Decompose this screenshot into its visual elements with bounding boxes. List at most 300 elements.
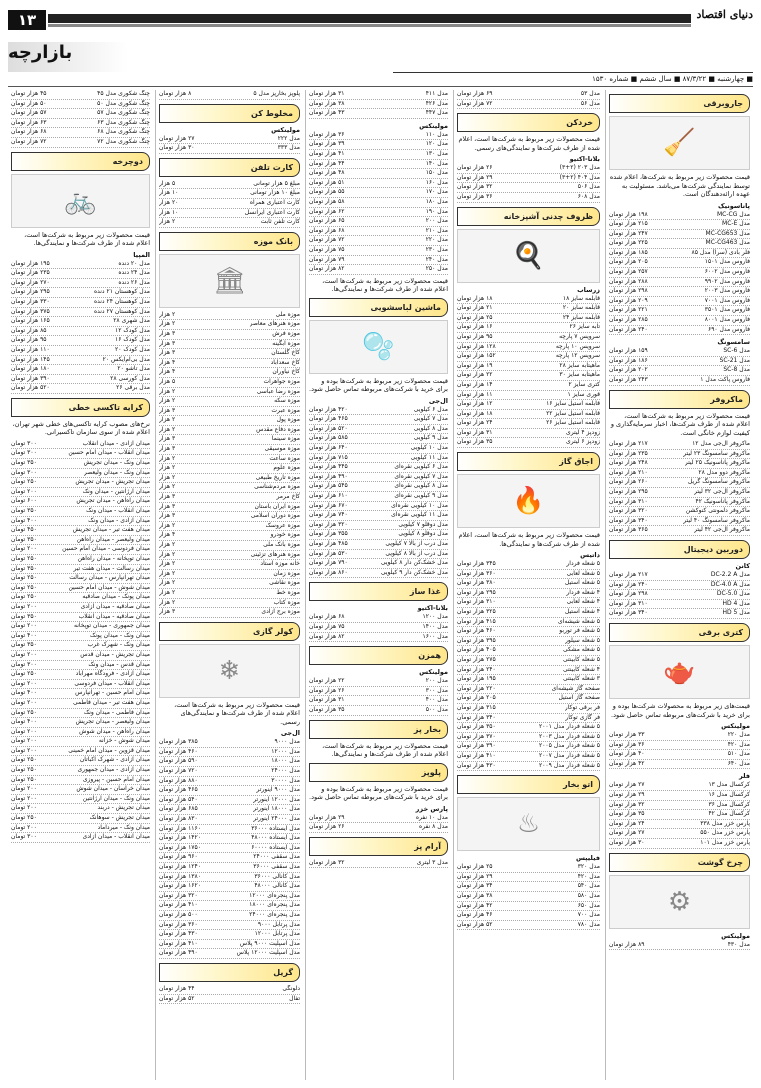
item-name: موزه ملی xyxy=(275,310,300,318)
item-name: مدل ۶ کیلویی xyxy=(413,405,448,413)
item-price: ۳۵۰ تومان xyxy=(11,641,37,649)
item-name: مدل DC-4.0 A xyxy=(710,580,750,588)
column-4 xyxy=(155,90,303,1080)
item-name: موزه تاریخ طبیعی xyxy=(255,473,300,481)
item-name: ۳ شعله کابینتی xyxy=(563,675,600,683)
product-photo xyxy=(609,875,750,929)
item-price: ۲۳۵ هزار تومان xyxy=(609,449,648,457)
item-name: کارت تلفن ثابت xyxy=(260,218,300,226)
price-row xyxy=(457,323,600,333)
item-name: فر گازی توکار xyxy=(565,713,600,721)
item-price: ۵ هزار xyxy=(159,377,176,385)
price-row xyxy=(11,670,150,680)
item-name: میدان ونک - میدان ولیعصر xyxy=(83,468,150,476)
item-name: مدل ۲۲۰ xyxy=(727,731,750,738)
item-price: ۷۵ هزار تومان xyxy=(309,622,345,630)
category-banner: کارت تلفن xyxy=(159,158,300,177)
price-row xyxy=(309,131,448,141)
item-name: موزه آبگینه xyxy=(272,339,300,347)
item-price: ۸۹ هزار تومان xyxy=(609,940,645,948)
item-price: ۲۲ هزار تومان xyxy=(457,371,493,379)
item-name: مدل شهری ۲۸ xyxy=(113,317,150,325)
category-banner: بخار پز xyxy=(309,720,448,739)
item-name: قابلمه استیل سایز ۱۶ xyxy=(546,400,600,408)
price-row xyxy=(11,785,150,795)
price-row xyxy=(457,618,600,628)
item-name: فاروس مدل ۸۰۰۱ xyxy=(704,316,750,324)
price-row xyxy=(159,589,300,599)
item-name: کارت اعتباری ایرانسل xyxy=(244,208,300,216)
item-name: موزه مردم‌شناسی xyxy=(254,483,300,491)
item-price: ۳۴۵ هزار تومان xyxy=(457,560,496,568)
price-row xyxy=(609,590,750,600)
item-name: قابلمه استیل سایز ۲۲ xyxy=(546,409,600,417)
item-name: موزه رضا عباسی xyxy=(256,387,300,395)
price-row xyxy=(309,473,448,483)
item-price: ۲۹۵ هزار تومان xyxy=(11,288,50,296)
item-price: ۱۲۴۰ هزار تومان xyxy=(159,862,201,870)
item-price: ۳۱ هزار تومان xyxy=(309,696,345,704)
item-name: کاخ گلستان xyxy=(271,349,300,357)
price-row xyxy=(457,343,600,353)
item-name: ۴ شعله لعابی xyxy=(566,598,600,606)
item-name: مدل SC-8 xyxy=(723,366,750,374)
item-name: موزه خودرو xyxy=(270,531,300,539)
item-price: ۳ هزار xyxy=(159,445,176,453)
item-name: میدان تهرانپارس - میدان رسالت xyxy=(69,574,150,582)
price-row xyxy=(159,825,300,835)
item-name: ۵ شعله فردار مدل ۲۰۰۹ xyxy=(538,761,600,769)
item-price: ۲۰۰ تومان xyxy=(11,804,37,812)
item-name: مدل ۴۰۴ (۲+۳) xyxy=(559,173,600,181)
item-price: ۵۱ هزار تومان xyxy=(309,178,345,186)
item-price: ۵۵ هزار تومان xyxy=(309,188,345,196)
item-price: ۱۸۶ هزار تومان xyxy=(609,356,648,364)
item-price: ۶۸۵ هزار تومان xyxy=(159,805,198,813)
price-row xyxy=(609,220,750,230)
price-row xyxy=(309,530,448,540)
item-price: ۳۶ هزار تومان xyxy=(457,192,493,200)
price-row xyxy=(609,268,750,278)
category-banner: خردکن xyxy=(457,113,600,132)
item-price: ۲۰۹ هزار تومان xyxy=(609,296,648,304)
item-name: مدل ۲۱۰ xyxy=(425,226,448,234)
price-row xyxy=(309,208,448,218)
item-price: ۲۸۵ هزار تومان xyxy=(609,316,648,324)
item-price: ۲ هزار xyxy=(159,387,176,395)
item-name: فر برقی توکار xyxy=(564,703,600,711)
product-photo-icon: 🏛 xyxy=(213,265,247,296)
item-price: ۲۰۰ تومان xyxy=(11,698,37,706)
item-price: ۹۵ هزار تومان xyxy=(11,336,47,344)
item-name: مدل ۱۱ کیلویی xyxy=(410,453,448,461)
price-row xyxy=(457,304,600,314)
item-price: ۵۰ هزار تومان xyxy=(11,99,47,107)
item-price: ۲۹۵ هزار تومان xyxy=(609,488,648,496)
item-price: ۴۱۰ هزار تومان xyxy=(159,939,198,947)
product-photo xyxy=(457,797,600,851)
price-row xyxy=(609,941,750,951)
item-name: مدل ۷۰۰ xyxy=(577,911,600,919)
item-price: ۴۳۰ هزار تومان xyxy=(159,930,198,938)
product-photo xyxy=(457,474,600,528)
item-name: مدل پنجره‌ای ۱۲۰۰۰ xyxy=(249,891,300,899)
item-price: ۲۷ هزار تومان xyxy=(159,134,195,142)
price-row xyxy=(457,352,600,362)
item-price: ۳۰۰ تومان xyxy=(11,468,37,476)
price-row xyxy=(159,180,300,190)
price-row xyxy=(159,378,300,388)
price-row xyxy=(309,550,448,560)
item-price: ۲۸۸ هزار تومان xyxy=(609,277,648,285)
price-row xyxy=(159,777,300,787)
price-row xyxy=(159,901,300,911)
item-name: میدان قدس - میدان ونک xyxy=(88,660,150,668)
item-name: موزه دفاع مقدس xyxy=(256,425,300,433)
item-price: ۲ هزار xyxy=(159,218,176,226)
item-price: ۳۳ هزار تومان xyxy=(609,731,645,738)
item-price: ۱۷۵۰ هزار تومان xyxy=(159,843,201,851)
price-row xyxy=(457,685,600,695)
item-price: ۳۱ هزار تومان xyxy=(457,428,493,436)
item-name: مدل ۱۰ نفره xyxy=(415,813,448,821)
item-name: مدل پنجره‌ای ۲۴۰۰۰ xyxy=(249,910,300,918)
item-price: ۵ هزار xyxy=(159,179,176,187)
item-price: ۶۰۰ تومان xyxy=(11,497,37,505)
item-name: مدل ۲۳۰ xyxy=(425,245,448,253)
price-row xyxy=(159,407,300,417)
item-price: ۱۵۲ هزار تومان xyxy=(457,352,496,360)
price-row xyxy=(159,834,300,844)
item-name: میدان رسالت - میدان هفت تیر xyxy=(73,564,150,572)
item-name: مدل ۲۰ دنده xyxy=(118,259,150,267)
item-name: ۵ شعله مشکی xyxy=(562,646,600,654)
category-banner: دوچرخه xyxy=(11,152,150,171)
item-price: ۴۱۵ هزار تومان xyxy=(457,617,496,625)
price-row xyxy=(11,507,150,517)
price-columns xyxy=(8,90,753,1080)
item-price: ۴۳۰ هزار تومان xyxy=(457,761,496,769)
item-name: فاروس مدل ۹۹۰۲ xyxy=(704,277,750,285)
item-price: ۸۸۰ هزار تومان xyxy=(159,776,198,784)
item-name: زودپز ۴ لیتری xyxy=(566,428,600,436)
price-row xyxy=(457,911,600,921)
item-name: قابلمه سایز ۲۴ xyxy=(562,313,600,321)
item-name: مدل درب از بالا ۸ کیلویی xyxy=(385,549,448,557)
item-price: ۳۷۵ هزار تومان xyxy=(11,307,50,315)
product-photo-icon: ⚙ xyxy=(667,886,692,917)
item-price: ۲۶ هزار تومان xyxy=(309,686,345,694)
price-row xyxy=(159,748,300,758)
price-row xyxy=(159,805,300,815)
price-row xyxy=(309,90,448,100)
item-name: مدل ۱۸۰ xyxy=(425,197,448,205)
category-banner: کولر گازی xyxy=(159,622,300,641)
price-row xyxy=(609,287,750,297)
price-row xyxy=(457,419,600,429)
item-price: ۶۸ هزار تومان xyxy=(11,128,47,136)
item-price: ۲۵۰ تومان xyxy=(11,775,37,783)
item-name: میدان آزادی - شهرک اکباتان xyxy=(79,756,150,764)
price-row xyxy=(457,873,600,883)
item-price: ۴ هزار xyxy=(159,531,176,539)
item-name: ۵ شعله سیلور xyxy=(565,636,600,644)
price-row xyxy=(11,833,150,843)
item-name: مدل ۱۲۰۰۰ xyxy=(271,747,300,755)
category-banner: کرایه تاکسی خطی xyxy=(11,398,150,417)
item-name: میدان آزادی - میدان جمهوری xyxy=(77,766,150,774)
category-banner: جاروبرقی xyxy=(609,94,750,113)
item-name: مدل ۱۰ کیلویی نقره‌ای xyxy=(391,501,448,509)
item-price: ۳۱۰ هزار تومان xyxy=(609,599,648,607)
price-row xyxy=(11,776,150,786)
item-name: مدل ۵۶ xyxy=(580,99,600,107)
item-price: ۶۹ هزار تومان xyxy=(457,90,493,97)
item-name: صفحه گاز استیل xyxy=(558,694,600,702)
item-name: فاروس مدل ۷۰۰۱ xyxy=(704,296,750,304)
price-row xyxy=(309,415,448,425)
item-price: ۲۰۰ تومان xyxy=(11,650,37,658)
price-row xyxy=(309,633,448,643)
item-price: ۳۶ هزار تومان xyxy=(309,130,345,138)
column-2 xyxy=(453,90,603,1080)
price-row xyxy=(457,762,600,772)
item-price: ۲ هزار xyxy=(159,310,176,318)
item-price: ۵۹۰ هزار تومان xyxy=(159,757,198,765)
price-row xyxy=(159,435,300,445)
category-banner: ماکروفر xyxy=(609,390,750,409)
item-price: ۴۰۰ تومان xyxy=(11,689,37,697)
item-name: مدل ۲۴۰۰۰ اینورتر xyxy=(253,815,300,822)
section-title: بازارچه xyxy=(8,42,128,72)
price-row xyxy=(11,622,150,632)
price-row xyxy=(11,709,150,719)
item-name: میدان قزوین - میدان امام خمینی xyxy=(68,746,150,754)
price-row xyxy=(457,570,600,580)
category-banner: چرخ گوشت xyxy=(609,853,750,872)
price-row xyxy=(11,497,150,507)
price-row xyxy=(11,536,150,546)
price-row xyxy=(457,882,600,892)
price-row xyxy=(609,731,750,741)
item-price: ۵۷ هزار تومان xyxy=(11,109,47,117)
category-note: قیمت محصولات زیر مربوط به شرکت‌ها، اعلام شده توسط نمایندگی شرکت‌ها می‌باشد. مسئولیت به عهده ارائه‌دهندگان است. xyxy=(609,173,750,198)
price-row xyxy=(11,613,150,623)
item-price: ۲۰۰ تومان xyxy=(11,794,37,802)
item-name: مدل ۱۴۰۰ xyxy=(422,622,448,630)
item-name: چنگ شکوری مدل ۶۸ xyxy=(97,128,150,136)
item-name: مدل ایستاده ۶۰۰۰۰ xyxy=(251,843,300,851)
item-price: ۲۴ هزار تومان xyxy=(609,819,645,827)
price-row xyxy=(609,258,750,268)
item-price: ۲۷ هزار تومان xyxy=(609,829,645,837)
item-name: ماکروفر سامسونگ گریل xyxy=(687,478,750,486)
price-row xyxy=(159,579,300,589)
item-price: ۴۵ هزار تومان xyxy=(11,90,47,97)
item-name: پارس خزر مدل ۱۰۱ xyxy=(700,838,750,846)
price-row xyxy=(159,853,300,863)
item-name: موزه دوران اسلامی xyxy=(250,512,300,520)
item-price: ۲۰۰ تومان xyxy=(11,602,37,610)
product-photo xyxy=(609,645,750,699)
item-name: مدل ۲۲۰ xyxy=(425,236,448,244)
price-row xyxy=(11,728,150,738)
item-price: ۶۷۰ هزار تومان xyxy=(309,501,348,509)
item-name: موزه ساعت xyxy=(269,454,300,462)
price-row xyxy=(159,995,300,1005)
item-name: مدل MC-E xyxy=(722,220,750,228)
item-price: ۳۷۰ هزار تومان xyxy=(457,732,496,740)
item-name: ۴ شعله فردار xyxy=(566,588,600,596)
item-price: ۲۳۵ هزار تومان xyxy=(11,269,50,277)
item-name: میدان تجریش - سوهانک xyxy=(89,814,150,822)
item-price: ۲۴۰ هزار تومان xyxy=(609,325,648,333)
item-name: مدل ۴۰۰ xyxy=(425,696,448,704)
item-name: مدل ۲۴۰۰۰ xyxy=(271,767,300,775)
price-row xyxy=(11,138,150,148)
category-banner: اتو بخار xyxy=(457,775,600,794)
item-name: مدل ۹۰۰۰ xyxy=(274,738,300,746)
item-name: میدان انقلاب - میدان ونک xyxy=(86,507,150,515)
price-row xyxy=(11,128,150,138)
price-row xyxy=(309,859,448,869)
item-name: مدل ۷ کیلویی نقره‌ای xyxy=(394,472,448,480)
price-row xyxy=(159,397,300,407)
item-name: موزه پول xyxy=(276,416,300,424)
item-price: ۳۲۵ هزار تومان xyxy=(457,608,496,616)
item-price: ۶۵ هزار تومان xyxy=(309,217,345,225)
item-price: ۲۹۸ هزار تومان xyxy=(609,287,648,295)
item-price: ۲ هزار xyxy=(159,425,176,433)
price-row xyxy=(159,892,300,902)
price-row xyxy=(457,174,600,184)
item-name: فاروس مدل ۶۹۰ xyxy=(707,325,750,333)
item-price: ۴۳ هزار تومان xyxy=(309,109,345,117)
item-price: ۲۴ هزار تومان xyxy=(457,419,493,427)
item-price: ۴۰۰ تومان xyxy=(11,718,37,726)
item-name: ۵ شعله استیل xyxy=(564,579,600,587)
item-price: ۲۹ هزار تومان xyxy=(609,790,645,798)
item-name: مدل ۲۶ دنده xyxy=(118,278,150,286)
item-name: مدل ۲۰۰ xyxy=(425,217,448,225)
category-banner: آرام پز xyxy=(309,837,448,856)
price-row xyxy=(11,469,150,479)
item-price: ۲۵۰ تومان xyxy=(11,593,37,601)
price-row xyxy=(609,459,750,469)
item-price: ۵۴۵ هزار تومان xyxy=(309,482,348,490)
price-row xyxy=(159,815,300,825)
price-row xyxy=(159,786,300,796)
item-name: مدل ۱۹۰ xyxy=(425,207,448,215)
price-row xyxy=(11,747,150,757)
item-price: ۴۵۰ تومان xyxy=(11,526,37,534)
price-row xyxy=(309,100,448,110)
item-name: مدل برقی ۲۶ xyxy=(116,384,150,392)
item-price: ۲ هزار xyxy=(159,560,176,568)
price-row xyxy=(609,750,750,760)
item-name: مدل تاشو ۲۰ xyxy=(117,365,150,373)
item-price: ۳۶۰ هزار تومان xyxy=(159,920,198,928)
item-name: میدان توپخانه - میدان راه‌آهن xyxy=(77,555,150,562)
page-number: ۱۳ xyxy=(8,10,46,30)
price-row xyxy=(309,482,448,492)
price-row xyxy=(609,526,750,536)
price-row xyxy=(159,330,300,340)
item-name: مدل SC-21 xyxy=(719,356,750,364)
item-name: مدل ۵۴۰ xyxy=(577,882,600,890)
price-row xyxy=(11,356,150,366)
item-name: میدان ولیعصر - میدان راه‌آهن xyxy=(76,535,150,543)
item-name: سرویس ۱۲ پارچه xyxy=(555,352,600,360)
item-price: ۴۰ هزار تومان xyxy=(609,750,645,758)
product-photo-icon: 🍳 xyxy=(512,240,545,271)
item-name: چنگ شکوری مدل ۴۵ xyxy=(97,90,150,97)
item-name: موزه نقاشی xyxy=(269,579,300,587)
item-name: مدل خشک‌کن دار ۸ کیلویی xyxy=(380,559,448,567)
item-price: ۲ هزار xyxy=(159,397,176,405)
item-name: میدان امام حسین - تهرانپارس xyxy=(75,689,150,697)
item-name: مدل ۹ کیلویی xyxy=(413,434,448,442)
item-price: ۱۹۸ هزار تومان xyxy=(609,210,648,218)
price-row xyxy=(11,795,150,805)
item-price: ۲۹۵ هزار تومان xyxy=(457,588,496,596)
price-row xyxy=(309,444,448,454)
price-row xyxy=(159,503,300,513)
item-price: ۲۰ هزار xyxy=(159,198,179,206)
price-row xyxy=(457,627,600,637)
price-row xyxy=(11,632,150,642)
item-name: کرکسال مدل ۱۶ xyxy=(708,790,750,798)
item-name: مدل ۴۱۱ xyxy=(425,90,448,97)
item-price: ۲۰۰ تومان xyxy=(11,487,37,495)
price-row xyxy=(159,930,300,940)
price-row xyxy=(457,391,600,401)
item-price: ۴۴ هزار تومان xyxy=(309,159,345,167)
category-note: قیمت محصولات زیر مربوط به شرکت‌ها بوده و برای خرید با شرکت‌های مربوطه تماس حاصل شود. xyxy=(309,784,448,802)
price-row xyxy=(609,450,750,460)
item-price: ۷۲ هزار تومان xyxy=(309,236,345,244)
item-price: ۴۶۵ هزار تومان xyxy=(309,415,348,423)
item-price: ۴۹۰ هزار تومان xyxy=(309,472,348,480)
category-note: قیمت محصولات زیر مربوط به شرکت‌ها است، اعلام شده از طرف شرکت‌ها، اخبار سرمایه‌گذاری و کیفیت لوازم خانگی است. xyxy=(610,411,750,437)
item-name: مدل ۴۲۰ xyxy=(727,740,750,748)
item-price: ۳۵۰ تومان xyxy=(11,459,37,467)
item-name: ۵ شعله شیشه‌ای xyxy=(558,617,600,625)
price-row xyxy=(457,902,600,912)
item-name: موزه عروسک xyxy=(265,521,300,529)
item-price: ۴۶۰ هزار تومان xyxy=(159,747,198,755)
price-row xyxy=(159,483,300,493)
item-price: ۲۶۰ هزار تومان xyxy=(609,478,648,486)
item-price: ۳۵۰ تومان xyxy=(11,564,37,572)
price-row xyxy=(309,677,448,687)
price-row xyxy=(457,733,600,743)
item-price: ۳۰ هزار تومان xyxy=(159,144,195,152)
price-row xyxy=(457,400,600,410)
item-price: ۲۵۷ هزار تومان xyxy=(609,268,648,276)
price-row xyxy=(159,599,300,609)
item-price: ۲ هزار xyxy=(159,473,176,481)
item-name: کرکسال مدل ۴۲ xyxy=(708,810,750,818)
price-row xyxy=(457,183,600,193)
price-row xyxy=(609,600,750,610)
item-name: مدل ۱۲۰ xyxy=(425,140,448,148)
item-name: میدان هفت تیر - میدان فاطمی xyxy=(72,698,150,706)
item-name: مدل ۵۰۶ xyxy=(577,183,600,191)
item-name: مدل اسپلیت ۹۰۰۰ پلاس xyxy=(239,939,300,947)
item-price: ۳۸ هزار تومان xyxy=(457,891,493,899)
item-price: ۲۵۰ تومان xyxy=(11,478,37,486)
